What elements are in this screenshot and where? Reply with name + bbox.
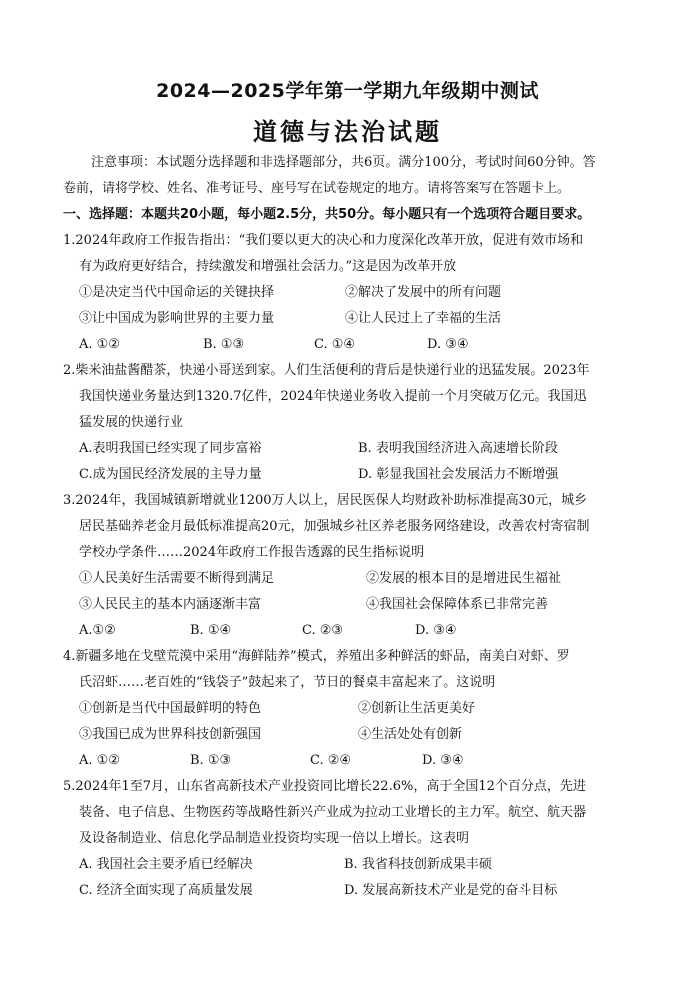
q2-stem-line: 猛发展的快递行业 bbox=[79, 415, 184, 430]
q4-statement: ①创新是当代中国最鲜明的特色 bbox=[79, 701, 262, 716]
q4-option: C. ②④ bbox=[310, 753, 352, 768]
q5-option: D. 发展高新技术产业是党的奋斗目标 bbox=[344, 883, 558, 898]
q5-stem-line: 装备、电子信息、生物医药等战略性新兴产业成为拉动工业增长的主力军。航空、航天器 bbox=[79, 805, 587, 820]
q1-statement: ④让人民过上了幸福的生活 bbox=[345, 311, 502, 326]
q4-statement: ④生活处处有创新 bbox=[358, 727, 463, 742]
q3-stem-line: 学校办学条件……2024年政府工作报告透露的民生指标说明 bbox=[79, 545, 425, 560]
q3-statement: ①人民美好生活需要不断得到满足 bbox=[79, 571, 275, 586]
q4-stem-line: 4.新疆多地在戈壁荒漠中采用“海鲜陆养”模式，养殖出多种鲜活的虾品，南美白对虾、罗 bbox=[63, 649, 570, 664]
q2-stem-line: 我国快递业务量达到1320.7亿件，2024年快递业务收入提前一个月突破万亿元。我国迅 bbox=[79, 389, 587, 404]
q4-statement: ③我国已成为世界科技创新强国 bbox=[79, 727, 262, 742]
q1-statement: ①是决定当代中国命运的关键抉择 bbox=[79, 285, 275, 300]
q4-stem-line: 氏沼虾……老百姓的“钱袋子”鼓起来了，节日的餐桌丰富起来了。这说明 bbox=[79, 675, 496, 690]
q5-option: B. 我省科技创新成果丰硕 bbox=[344, 857, 492, 872]
q3-option: A.①② bbox=[79, 623, 116, 638]
q4-statement: ②创新让生活更美好 bbox=[358, 701, 476, 716]
notice-line-1: 注意事项：本试题分选择题和非选择题部分，共6页。满分100分，考试时间60分钟。答 bbox=[91, 155, 596, 170]
exam-title: 2024—2025学年第一学期九年级期中测试 bbox=[156, 80, 539, 102]
q3-statement: ③人民民主的基本内涵逐渐丰富 bbox=[79, 597, 262, 612]
q5-option: C. 经济全面实现了高质量发展 bbox=[79, 883, 253, 898]
q4-option: B. ①③ bbox=[190, 753, 232, 768]
q2-option: D. 彰显我国社会发展活力不断增强 bbox=[358, 467, 559, 482]
q5-stem-line: 及设备制造业、信息化学品制造业投资均实现一倍以上增长。这表明 bbox=[79, 831, 470, 846]
q2-option: C.成为国民经济发展的主导力量 bbox=[79, 467, 262, 482]
section-heading: 一、选择题：本题共20小题，每小题2.5分，共50分。每小题只有一个选项符合题目要求。 bbox=[63, 207, 591, 222]
q1-option: A. ①② bbox=[79, 337, 120, 352]
q1-option: D. ③④ bbox=[427, 337, 469, 352]
q1-statement: ②解决了发展中的所有问题 bbox=[345, 285, 502, 300]
q5-stem-line: 5.2024年1至7月，山东省高新技术产业投资同比增长22.6%，高于全国12个百分点，先进 bbox=[63, 779, 586, 794]
q1-statement: ③让中国成为影响世界的主要力量 bbox=[79, 311, 275, 326]
q4-option: D. ③④ bbox=[422, 753, 464, 768]
q3-stem-line: 居民基础养老金月最低标准提高20元，加强城乡社区养老服务网络建设，改善农村寄宿制 bbox=[79, 519, 590, 534]
q2-option: A.表明我国已经实现了同步富裕 bbox=[79, 441, 262, 456]
q3-option: D. ③④ bbox=[415, 623, 457, 638]
subject-title: 道德与法治试题 bbox=[253, 118, 442, 146]
q1-stem-line: 1.2024年政府工作报告指出：“我们要以更大的决心和力度深化改革开放，促进有效市场和 bbox=[63, 233, 584, 248]
q1-stem-line: 有为政府更好结合，持续激发和增强社会活力。”这是因为改革开放 bbox=[79, 259, 457, 274]
q3-statement: ④我国社会保障体系已非常完善 bbox=[366, 597, 549, 612]
q1-option: C. ①④ bbox=[314, 337, 356, 352]
q2-option: B. 表明我国经济进入高速增长阶段 bbox=[358, 441, 558, 456]
q2-stem-line: 2.柴米油盐酱醋茶，快递小哥送到家。人们生活便利的背后是快递行业的迅猛发展。2023年 bbox=[63, 363, 590, 378]
q5-option: A. 我国社会主要矛盾已经解决 bbox=[79, 857, 253, 872]
q4-option: A. ①② bbox=[79, 753, 120, 768]
q3-stem-line: 3.2024年，我国城镇新增就业1200万人以上，居民医保人均财政补助标准提高30元，城乡 bbox=[63, 493, 588, 508]
notice-line-2: 卷前，请将学校、姓名、准考证号、座号写在试卷规定的地方。请将答案写在答题卡上。 bbox=[63, 181, 571, 196]
q3-option: C. ②③ bbox=[302, 623, 344, 638]
q3-option: B. ①④ bbox=[190, 623, 232, 638]
q3-statement: ②发展的根本目的是增进民生福祉 bbox=[366, 571, 562, 586]
q1-option: B. ①③ bbox=[203, 337, 245, 352]
